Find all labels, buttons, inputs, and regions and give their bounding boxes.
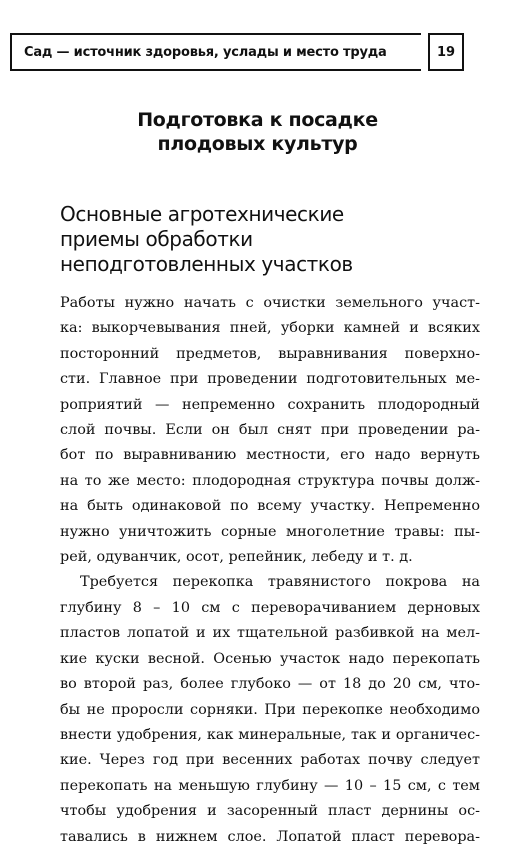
- text-line: посторонний предметов, выравнивания поверхно-: [60, 345, 480, 362]
- text-line: кие. Через год при весенних работах почву следует: [60, 752, 480, 769]
- section-title: [60, 202, 470, 277]
- section-title-line: Основные агротехнические: [60, 202, 344, 226]
- text-line: сти. Главное при проведении подготовительных ме-: [60, 371, 480, 388]
- text-line: во второй раз, более глубоко — от 18 до 20 см, что-: [60, 676, 480, 693]
- text-line: на быть одинаковой по всему участку. Непременно: [60, 498, 480, 515]
- text-line: бот по выравниванию местности, его надо вернуть: [60, 447, 480, 464]
- text-line: ка: выкорчевывания пней, уборки камней и всяких: [60, 320, 480, 337]
- section-title-line: приемы обработки: [60, 227, 253, 251]
- text-line: нужно уничтожить сорные многолетние травы: пы-: [60, 523, 480, 540]
- chapter-title: [40, 108, 475, 156]
- text-line: кие куски весной. Осенью участок надо перекопать: [60, 650, 480, 667]
- chapter-title-line: Подготовка к посадке: [137, 109, 378, 131]
- chapter-title-line: плодовых культур: [157, 133, 358, 155]
- section-title-line: неподготовленных участков: [60, 252, 353, 276]
- page-number-box: [428, 33, 464, 71]
- text-line: глубину 8 – 10 см с переворачиванием дерновых: [60, 599, 480, 616]
- text-line: роприятий — непременно сохранить плодородный: [60, 396, 480, 413]
- text-line: внести удобрения, как минеральные, так и органичес-: [60, 726, 480, 743]
- text-line: слой почвы. Если он был снят при проведении ра-: [60, 422, 480, 439]
- body-text: [60, 291, 480, 850]
- running-title: Сад — источник здоровья, услады и место труда: [24, 44, 387, 60]
- running-header: [10, 33, 421, 71]
- text-line: пластов лопатой и их тщательной разбивкой на мел-: [60, 625, 480, 642]
- text-line: перекопать на меньшую глубину — 10 – 15 см, с тем: [60, 777, 480, 794]
- text-line: Требуется перекопка травянистого покрова на: [80, 574, 480, 591]
- text-line: тавались в нижнем слое. Лопатой пласт перевора-: [60, 828, 480, 845]
- page-number: 19: [436, 44, 456, 60]
- text-line: чтобы удобрения и засоренный пласт дернины ос-: [60, 803, 480, 820]
- text-line: Работы нужно начать с очистки земельного участ-: [60, 295, 480, 311]
- text-line: на то же место: плодородная структура почвы долж-: [60, 472, 480, 489]
- text-line: бы не проросли сорняки. При перекопке необходимо: [60, 701, 480, 718]
- text-line: рей, одуванчик, осот, репейник, лебеду и т. д.: [60, 549, 413, 566]
